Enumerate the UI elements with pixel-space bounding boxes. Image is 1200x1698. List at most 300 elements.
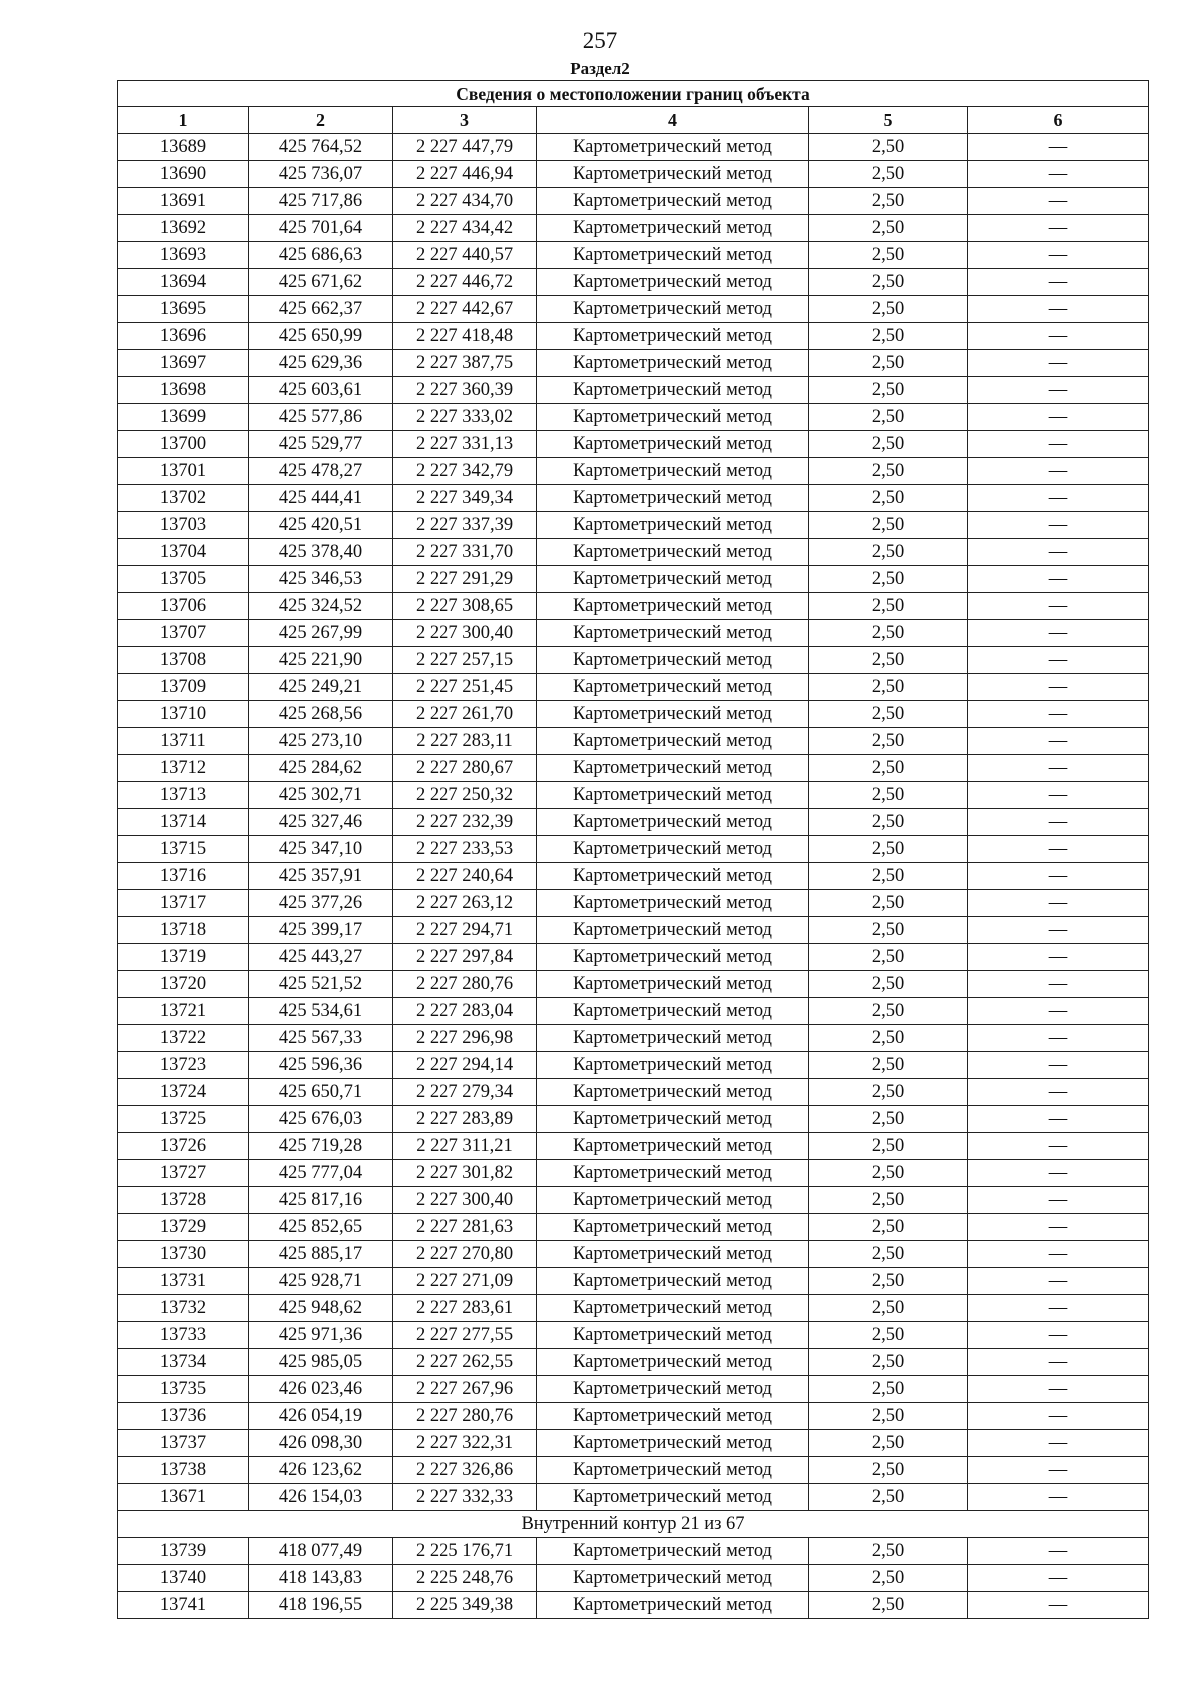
- table-row: [118, 458, 1149, 485]
- table-row: [118, 971, 1149, 998]
- accuracy-cell: 2,50: [809, 971, 968, 998]
- x-coordinate-cell: 425 701,64: [249, 215, 393, 242]
- note-cell: —: [968, 1322, 1149, 1349]
- method-cell: Картометрический метод: [537, 1079, 809, 1106]
- method-cell: Картометрический метод: [537, 188, 809, 215]
- y-coordinate-cell: 2 227 283,89: [393, 1106, 537, 1133]
- accuracy-cell: 2,50: [809, 1052, 968, 1079]
- point-number-cell: 13689: [118, 134, 249, 161]
- method-cell: Картометрический метод: [537, 512, 809, 539]
- table-row: [118, 188, 1149, 215]
- table-row: [118, 431, 1149, 458]
- point-number-cell: 13692: [118, 215, 249, 242]
- accuracy-cell: 2,50: [809, 1106, 968, 1133]
- y-coordinate-cell: 2 227 446,72: [393, 269, 537, 296]
- x-coordinate-cell: 425 736,07: [249, 161, 393, 188]
- point-number-cell: 13727: [118, 1160, 249, 1187]
- method-cell: Картометрический метод: [537, 998, 809, 1025]
- x-coordinate-cell: 425 985,05: [249, 1349, 393, 1376]
- y-coordinate-cell: 2 225 248,76: [393, 1565, 537, 1592]
- method-cell: Картометрический метод: [537, 1376, 809, 1403]
- table-row: [118, 1187, 1149, 1214]
- point-number-cell: 13737: [118, 1430, 249, 1457]
- y-coordinate-cell: 2 227 331,13: [393, 431, 537, 458]
- x-coordinate-cell: 426 054,19: [249, 1403, 393, 1430]
- table-row: [118, 728, 1149, 755]
- point-number-cell: 13699: [118, 404, 249, 431]
- y-coordinate-cell: 2 227 281,63: [393, 1214, 537, 1241]
- accuracy-cell: 2,50: [809, 1538, 968, 1565]
- method-cell: Картометрический метод: [537, 1133, 809, 1160]
- note-cell: —: [968, 1295, 1149, 1322]
- point-number-cell: 13718: [118, 917, 249, 944]
- point-number-cell: 13730: [118, 1241, 249, 1268]
- x-coordinate-cell: 425 249,21: [249, 674, 393, 701]
- accuracy-cell: 2,50: [809, 782, 968, 809]
- table-row: [118, 1241, 1149, 1268]
- point-number-cell: 13720: [118, 971, 249, 998]
- x-coordinate-cell: 425 273,10: [249, 728, 393, 755]
- note-cell: —: [968, 1079, 1149, 1106]
- point-number-cell: 13693: [118, 242, 249, 269]
- method-cell: Картометрический метод: [537, 1538, 809, 1565]
- y-coordinate-cell: 2 227 280,67: [393, 755, 537, 782]
- table-row: [118, 377, 1149, 404]
- note-cell: —: [968, 296, 1149, 323]
- accuracy-cell: 2,50: [809, 377, 968, 404]
- table-row: [118, 485, 1149, 512]
- x-coordinate-cell: 425 284,62: [249, 755, 393, 782]
- note-cell: —: [968, 539, 1149, 566]
- note-cell: —: [968, 242, 1149, 269]
- table-row: [118, 1106, 1149, 1133]
- note-cell: —: [968, 161, 1149, 188]
- x-coordinate-cell: 425 686,63: [249, 242, 393, 269]
- note-cell: —: [968, 1025, 1149, 1052]
- x-coordinate-cell: 425 534,61: [249, 998, 393, 1025]
- table-row: [118, 863, 1149, 890]
- point-number-cell: 13703: [118, 512, 249, 539]
- note-cell: —: [968, 1457, 1149, 1484]
- x-coordinate-cell: 418 077,49: [249, 1538, 393, 1565]
- note-cell: —: [968, 1376, 1149, 1403]
- table-row: [118, 836, 1149, 863]
- table-row: [118, 809, 1149, 836]
- accuracy-cell: 2,50: [809, 944, 968, 971]
- note-cell: —: [968, 134, 1149, 161]
- x-coordinate-cell: 426 154,03: [249, 1484, 393, 1511]
- x-coordinate-cell: 426 123,62: [249, 1457, 393, 1484]
- x-coordinate-cell: 425 629,36: [249, 350, 393, 377]
- accuracy-cell: 2,50: [809, 296, 968, 323]
- x-coordinate-cell: 425 346,53: [249, 566, 393, 593]
- point-number-cell: 13709: [118, 674, 249, 701]
- note-cell: —: [968, 1160, 1149, 1187]
- accuracy-cell: 2,50: [809, 161, 968, 188]
- method-cell: Картометрический метод: [537, 863, 809, 890]
- x-coordinate-cell: 425 971,36: [249, 1322, 393, 1349]
- point-number-cell: 13735: [118, 1376, 249, 1403]
- note-cell: —: [968, 701, 1149, 728]
- column-header: 1: [118, 107, 249, 134]
- x-coordinate-cell: 425 521,52: [249, 971, 393, 998]
- x-coordinate-cell: 425 267,99: [249, 620, 393, 647]
- y-coordinate-cell: 2 227 300,40: [393, 620, 537, 647]
- x-coordinate-cell: 425 764,52: [249, 134, 393, 161]
- accuracy-cell: 2,50: [809, 1214, 968, 1241]
- method-cell: Картометрический метод: [537, 1187, 809, 1214]
- method-cell: Картометрический метод: [537, 782, 809, 809]
- accuracy-cell: 2,50: [809, 1295, 968, 1322]
- table-row: [118, 161, 1149, 188]
- note-cell: —: [968, 620, 1149, 647]
- method-cell: Картометрический метод: [537, 1430, 809, 1457]
- method-cell: Картометрический метод: [537, 566, 809, 593]
- note-cell: —: [968, 215, 1149, 242]
- table-row: [118, 134, 1149, 161]
- point-number-cell: 13700: [118, 431, 249, 458]
- x-coordinate-cell: 425 671,62: [249, 269, 393, 296]
- page-number: 257: [582, 28, 618, 53]
- table-row: [118, 890, 1149, 917]
- method-cell: Картометрический метод: [537, 404, 809, 431]
- accuracy-cell: 2,50: [809, 1133, 968, 1160]
- accuracy-cell: 2,50: [809, 1025, 968, 1052]
- note-cell: —: [968, 674, 1149, 701]
- note-cell: —: [968, 1349, 1149, 1376]
- y-coordinate-cell: 2 227 446,94: [393, 161, 537, 188]
- point-number-cell: 13707: [118, 620, 249, 647]
- table-row: [118, 350, 1149, 377]
- point-number-cell: 13698: [118, 377, 249, 404]
- accuracy-cell: 2,50: [809, 1241, 968, 1268]
- y-coordinate-cell: 2 227 294,14: [393, 1052, 537, 1079]
- accuracy-cell: 2,50: [809, 188, 968, 215]
- point-number-cell: 13740: [118, 1565, 249, 1592]
- table-row: [118, 998, 1149, 1025]
- x-coordinate-cell: 425 777,04: [249, 1160, 393, 1187]
- point-number-cell: 13734: [118, 1349, 249, 1376]
- method-cell: Картометрический метод: [537, 215, 809, 242]
- method-cell: Картометрический метод: [537, 1052, 809, 1079]
- y-coordinate-cell: 2 227 232,39: [393, 809, 537, 836]
- accuracy-cell: 2,50: [809, 1403, 968, 1430]
- x-coordinate-cell: 425 347,10: [249, 836, 393, 863]
- accuracy-cell: 2,50: [809, 1322, 968, 1349]
- table-row: [118, 593, 1149, 620]
- y-coordinate-cell: 2 227 442,67: [393, 296, 537, 323]
- point-number-cell: 13739: [118, 1538, 249, 1565]
- x-coordinate-cell: 425 529,77: [249, 431, 393, 458]
- column-header-row: [118, 107, 1149, 134]
- table-row: [118, 1052, 1149, 1079]
- table-row: [118, 1133, 1149, 1160]
- table-row: [118, 1025, 1149, 1052]
- note-cell: —: [968, 647, 1149, 674]
- method-cell: Картометрический метод: [537, 647, 809, 674]
- note-cell: —: [968, 323, 1149, 350]
- y-coordinate-cell: 2 227 322,31: [393, 1430, 537, 1457]
- y-coordinate-cell: 2 227 261,70: [393, 701, 537, 728]
- accuracy-cell: 2,50: [809, 269, 968, 296]
- method-cell: Картометрический метод: [537, 1484, 809, 1511]
- point-number-cell: 13690: [118, 161, 249, 188]
- method-cell: Картометрический метод: [537, 890, 809, 917]
- x-coordinate-cell: 425 852,65: [249, 1214, 393, 1241]
- y-coordinate-cell: 2 227 332,33: [393, 1484, 537, 1511]
- accuracy-cell: 2,50: [809, 431, 968, 458]
- table-row: [118, 539, 1149, 566]
- y-coordinate-cell: 2 227 300,40: [393, 1187, 537, 1214]
- y-coordinate-cell: 2 227 301,82: [393, 1160, 537, 1187]
- note-cell: —: [968, 1538, 1149, 1565]
- method-cell: Картометрический метод: [537, 161, 809, 188]
- table-row: [118, 1538, 1149, 1565]
- note-cell: —: [968, 1403, 1149, 1430]
- accuracy-cell: 2,50: [809, 134, 968, 161]
- x-coordinate-cell: 425 567,33: [249, 1025, 393, 1052]
- table-row: [118, 1295, 1149, 1322]
- y-coordinate-cell: 2 227 311,21: [393, 1133, 537, 1160]
- note-cell: —: [968, 485, 1149, 512]
- method-cell: Картометрический метод: [537, 701, 809, 728]
- note-cell: —: [968, 431, 1149, 458]
- x-coordinate-cell: 426 098,30: [249, 1430, 393, 1457]
- table-caption: Сведения о местоположении границ объекта: [118, 81, 1149, 107]
- y-coordinate-cell: 2 227 349,34: [393, 485, 537, 512]
- y-coordinate-cell: 2 225 349,38: [393, 1592, 537, 1619]
- note-cell: —: [968, 1592, 1149, 1619]
- method-cell: Картометрический метод: [537, 1565, 809, 1592]
- y-coordinate-cell: 2 227 262,55: [393, 1349, 537, 1376]
- note-cell: —: [968, 404, 1149, 431]
- note-cell: —: [968, 1268, 1149, 1295]
- y-coordinate-cell: 2 227 337,39: [393, 512, 537, 539]
- y-coordinate-cell: 2 227 342,79: [393, 458, 537, 485]
- point-number-cell: 13728: [118, 1187, 249, 1214]
- method-cell: Картометрический метод: [537, 620, 809, 647]
- note-cell: —: [968, 971, 1149, 998]
- point-number-cell: 13705: [118, 566, 249, 593]
- point-number-cell: 13741: [118, 1592, 249, 1619]
- contour-row: [118, 1511, 1149, 1538]
- method-cell: Картометрический метод: [537, 1106, 809, 1133]
- point-number-cell: 13716: [118, 863, 249, 890]
- x-coordinate-cell: 425 302,71: [249, 782, 393, 809]
- y-coordinate-cell: 2 227 267,96: [393, 1376, 537, 1403]
- table-body: [118, 134, 1149, 1619]
- y-coordinate-cell: 2 227 250,32: [393, 782, 537, 809]
- point-number-cell: 13694: [118, 269, 249, 296]
- y-coordinate-cell: 2 227 308,65: [393, 593, 537, 620]
- point-number-cell: 13726: [118, 1133, 249, 1160]
- method-cell: Картометрический метод: [537, 593, 809, 620]
- x-coordinate-cell: 425 399,17: [249, 917, 393, 944]
- x-coordinate-cell: 425 357,91: [249, 863, 393, 890]
- y-coordinate-cell: 2 227 283,11: [393, 728, 537, 755]
- accuracy-cell: 2,50: [809, 1160, 968, 1187]
- point-number-cell: 13714: [118, 809, 249, 836]
- x-coordinate-cell: 425 676,03: [249, 1106, 393, 1133]
- note-cell: —: [968, 917, 1149, 944]
- method-cell: Картометрический метод: [537, 377, 809, 404]
- table-row: [118, 701, 1149, 728]
- table-row: [118, 1484, 1149, 1511]
- method-cell: Картометрический метод: [537, 809, 809, 836]
- x-coordinate-cell: 425 650,99: [249, 323, 393, 350]
- table-row: [118, 242, 1149, 269]
- x-coordinate-cell: 425 478,27: [249, 458, 393, 485]
- table-row: [118, 1268, 1149, 1295]
- x-coordinate-cell: 425 324,52: [249, 593, 393, 620]
- table-row: [118, 512, 1149, 539]
- note-cell: —: [968, 269, 1149, 296]
- column-header: 6: [968, 107, 1149, 134]
- note-cell: —: [968, 782, 1149, 809]
- y-coordinate-cell: 2 227 440,57: [393, 242, 537, 269]
- accuracy-cell: 2,50: [809, 1430, 968, 1457]
- point-number-cell: 13717: [118, 890, 249, 917]
- y-coordinate-cell: 2 225 176,71: [393, 1538, 537, 1565]
- y-coordinate-cell: 2 227 280,76: [393, 1403, 537, 1430]
- y-coordinate-cell: 2 227 326,86: [393, 1457, 537, 1484]
- x-coordinate-cell: 425 221,90: [249, 647, 393, 674]
- accuracy-cell: 2,50: [809, 620, 968, 647]
- point-number-cell: 13702: [118, 485, 249, 512]
- point-number-cell: 13713: [118, 782, 249, 809]
- x-coordinate-cell: 425 928,71: [249, 1268, 393, 1295]
- accuracy-cell: 2,50: [809, 404, 968, 431]
- x-coordinate-cell: 425 719,28: [249, 1133, 393, 1160]
- point-number-cell: 13729: [118, 1214, 249, 1241]
- method-cell: Картометрический метод: [537, 1592, 809, 1619]
- y-coordinate-cell: 2 227 418,48: [393, 323, 537, 350]
- point-number-cell: 13708: [118, 647, 249, 674]
- y-coordinate-cell: 2 227 331,70: [393, 539, 537, 566]
- x-coordinate-cell: 425 444,41: [249, 485, 393, 512]
- table-row: [118, 1079, 1149, 1106]
- table-row: [118, 1160, 1149, 1187]
- note-cell: —: [968, 1565, 1149, 1592]
- y-coordinate-cell: 2 227 434,42: [393, 215, 537, 242]
- column-header: 4: [537, 107, 809, 134]
- accuracy-cell: 2,50: [809, 863, 968, 890]
- table-row: [118, 782, 1149, 809]
- method-cell: Картометрический метод: [537, 1349, 809, 1376]
- method-cell: Картометрический метод: [537, 1268, 809, 1295]
- note-cell: —: [968, 1214, 1149, 1241]
- note-cell: —: [968, 1133, 1149, 1160]
- point-number-cell: 13710: [118, 701, 249, 728]
- y-coordinate-cell: 2 227 297,84: [393, 944, 537, 971]
- accuracy-cell: 2,50: [809, 755, 968, 782]
- accuracy-cell: 2,50: [809, 593, 968, 620]
- method-cell: Картометрический метод: [537, 836, 809, 863]
- y-coordinate-cell: 2 227 271,09: [393, 1268, 537, 1295]
- note-cell: —: [968, 728, 1149, 755]
- point-number-cell: 13712: [118, 755, 249, 782]
- point-number-cell: 13733: [118, 1322, 249, 1349]
- accuracy-cell: 2,50: [809, 728, 968, 755]
- table-row: [118, 215, 1149, 242]
- y-coordinate-cell: 2 227 333,02: [393, 404, 537, 431]
- point-number-cell: 13738: [118, 1457, 249, 1484]
- accuracy-cell: 2,50: [809, 809, 968, 836]
- note-cell: —: [968, 863, 1149, 890]
- note-cell: —: [968, 890, 1149, 917]
- y-coordinate-cell: 2 227 240,64: [393, 863, 537, 890]
- table-row: [118, 1349, 1149, 1376]
- table-row: [118, 1592, 1149, 1619]
- table-row: [118, 755, 1149, 782]
- point-number-cell: 13701: [118, 458, 249, 485]
- table-row: [118, 269, 1149, 296]
- point-number-cell: 13721: [118, 998, 249, 1025]
- point-number-cell: 13695: [118, 296, 249, 323]
- accuracy-cell: 2,50: [809, 1484, 968, 1511]
- method-cell: Картометрический метод: [537, 971, 809, 998]
- point-number-cell: 13715: [118, 836, 249, 863]
- method-cell: Картометрический метод: [537, 485, 809, 512]
- accuracy-cell: 2,50: [809, 215, 968, 242]
- y-coordinate-cell: 2 227 270,80: [393, 1241, 537, 1268]
- note-cell: —: [968, 809, 1149, 836]
- y-coordinate-cell: 2 227 277,55: [393, 1322, 537, 1349]
- accuracy-cell: 2,50: [809, 1565, 968, 1592]
- note-cell: —: [968, 593, 1149, 620]
- y-coordinate-cell: 2 227 279,34: [393, 1079, 537, 1106]
- y-coordinate-cell: 2 227 434,70: [393, 188, 537, 215]
- table-row: [118, 323, 1149, 350]
- method-cell: Картометрический метод: [537, 539, 809, 566]
- accuracy-cell: 2,50: [809, 647, 968, 674]
- method-cell: Картометрический метод: [537, 944, 809, 971]
- y-coordinate-cell: 2 227 233,53: [393, 836, 537, 863]
- x-coordinate-cell: 426 023,46: [249, 1376, 393, 1403]
- accuracy-cell: 2,50: [809, 1187, 968, 1214]
- note-cell: —: [968, 566, 1149, 593]
- table-row: [118, 1376, 1149, 1403]
- method-cell: Картометрический метод: [537, 242, 809, 269]
- note-cell: —: [968, 458, 1149, 485]
- point-number-cell: 13704: [118, 539, 249, 566]
- method-cell: Картометрический метод: [537, 431, 809, 458]
- x-coordinate-cell: 425 378,40: [249, 539, 393, 566]
- accuracy-cell: 2,50: [809, 512, 968, 539]
- y-coordinate-cell: 2 227 294,71: [393, 917, 537, 944]
- accuracy-cell: 2,50: [809, 1457, 968, 1484]
- method-cell: Картометрический метод: [537, 458, 809, 485]
- y-coordinate-cell: 2 227 263,12: [393, 890, 537, 917]
- x-coordinate-cell: 425 596,36: [249, 1052, 393, 1079]
- accuracy-cell: 2,50: [809, 998, 968, 1025]
- column-header: 5: [809, 107, 968, 134]
- x-coordinate-cell: 425 268,56: [249, 701, 393, 728]
- note-cell: —: [968, 755, 1149, 782]
- accuracy-cell: 2,50: [809, 890, 968, 917]
- accuracy-cell: 2,50: [809, 1592, 968, 1619]
- x-coordinate-cell: 425 885,17: [249, 1241, 393, 1268]
- point-number-cell: 13725: [118, 1106, 249, 1133]
- accuracy-cell: 2,50: [809, 1079, 968, 1106]
- table-row: [118, 566, 1149, 593]
- point-number-cell: 13724: [118, 1079, 249, 1106]
- x-coordinate-cell: 425 603,61: [249, 377, 393, 404]
- x-coordinate-cell: 425 577,86: [249, 404, 393, 431]
- method-cell: Картометрический метод: [537, 296, 809, 323]
- accuracy-cell: 2,50: [809, 242, 968, 269]
- point-number-cell: 13723: [118, 1052, 249, 1079]
